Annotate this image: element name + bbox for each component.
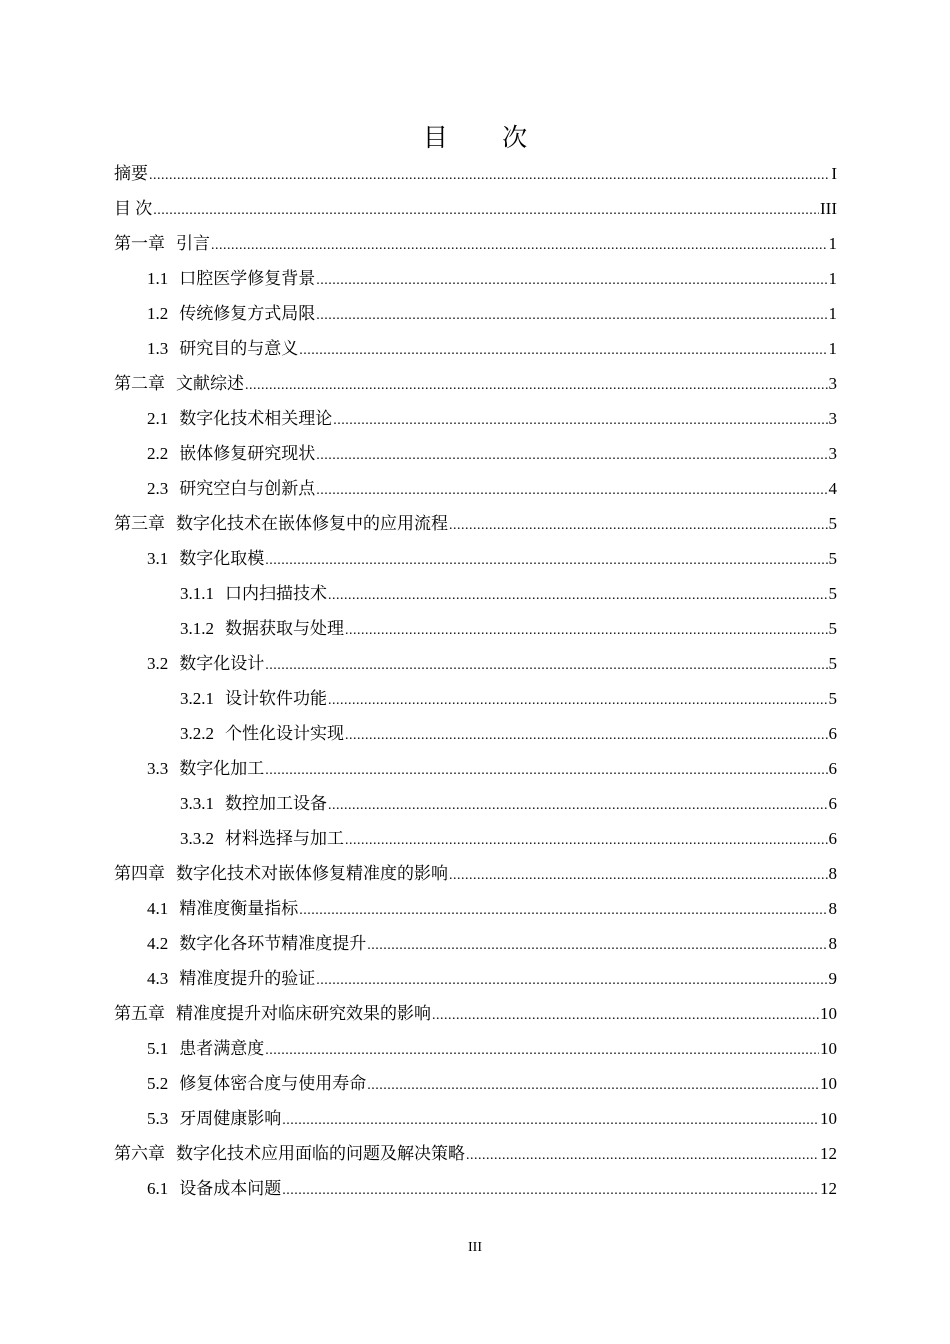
toc-entry-label: 患者满意度 (179, 1039, 265, 1058)
toc-entry-label: 数字化技术对嵌体修复精准度的影响 (176, 864, 448, 883)
table-of-contents (114, 156, 837, 1206)
toc-entry[interactable] (114, 646, 837, 681)
toc-title: 目 次 (422, 125, 552, 152)
dot-leader (211, 228, 828, 263)
dot-leader (299, 893, 827, 928)
toc-entry-label: 口腔医学修复背景 (179, 269, 316, 288)
toc-entry-number: 6.1 (147, 1179, 169, 1198)
toc-entry[interactable] (114, 226, 837, 261)
toc-entry-label: 引言 (176, 234, 210, 253)
toc-entry[interactable] (114, 681, 837, 716)
toc-entry[interactable] (114, 401, 837, 436)
toc-entry[interactable] (114, 961, 837, 996)
toc-entry-label: 摘要 (114, 164, 148, 183)
dot-leader (316, 473, 827, 508)
toc-entry-label: 口内扫描技术 (225, 584, 327, 603)
toc-entry-number: 1.1 (147, 269, 169, 288)
toc-entry[interactable] (114, 261, 837, 296)
toc-entry[interactable] (114, 1101, 837, 1136)
dot-leader (265, 753, 827, 788)
toc-entry[interactable] (114, 156, 837, 191)
toc-entry-page: 8 (828, 899, 837, 918)
toc-entry[interactable] (114, 611, 837, 646)
toc-entry[interactable] (114, 821, 837, 856)
dot-leader (316, 438, 827, 473)
dot-leader (245, 368, 828, 403)
dot-leader (316, 298, 827, 333)
toc-entry[interactable] (114, 1031, 837, 1066)
toc-entry-number: 3.2.1 (180, 689, 214, 708)
toc-entry-number: 4.2 (147, 934, 169, 953)
toc-entry-number: 5.2 (147, 1074, 169, 1093)
dot-leader (153, 193, 819, 228)
toc-entry-label: 数字化技术相关理论 (179, 409, 333, 428)
toc-entry-number: 2.3 (147, 479, 169, 498)
toc-entry[interactable] (114, 856, 837, 891)
toc-entry-page: 12 (820, 1144, 837, 1163)
toc-entry[interactable] (114, 331, 837, 366)
toc-entry-page: 10 (820, 1109, 837, 1128)
toc-entry-label: 设备成本问题 (179, 1179, 282, 1198)
dot-leader (367, 928, 827, 963)
dot-leader (345, 823, 828, 858)
toc-entry-number: 5.3 (147, 1109, 169, 1128)
toc-entry-page: 5 (828, 584, 837, 603)
toc-entry-page: 6 (828, 794, 837, 813)
toc-entry-label: 精准度提升对临床研究效果的影响 (176, 1004, 431, 1023)
dot-leader (333, 403, 827, 438)
toc-entry-label: 个性化设计实现 (225, 724, 344, 743)
toc-entry-number: 3.3.1 (180, 794, 214, 813)
toc-entry-label: 数字化加工 (179, 759, 265, 778)
toc-entry[interactable] (114, 1171, 837, 1206)
toc-entry[interactable] (114, 1066, 837, 1101)
toc-entry-label: 数据获取与处理 (225, 619, 344, 638)
dot-leader (282, 1103, 819, 1138)
toc-entry-number: 2.2 (147, 444, 169, 463)
dot-leader (449, 508, 828, 543)
dot-leader (149, 158, 830, 193)
dot-leader (265, 648, 827, 683)
toc-entry-number: 第六章 (114, 1144, 165, 1163)
dot-leader (328, 578, 828, 613)
toc-entry[interactable] (114, 751, 837, 786)
toc-entry-label: 数字化技术在嵌体修复中的应用流程 (176, 514, 448, 533)
dot-leader (265, 1033, 819, 1068)
toc-entry[interactable] (114, 296, 837, 331)
dot-leader (316, 963, 827, 998)
toc-entry[interactable] (114, 506, 837, 541)
toc-entry-page: 1 (828, 304, 837, 323)
toc-entry-page: 8 (828, 934, 837, 953)
toc-entry-page: 3 (828, 444, 837, 463)
toc-entry-page: 1 (828, 339, 837, 358)
toc-entry-label: 数字化设计 (179, 654, 265, 673)
toc-entry[interactable] (114, 1136, 837, 1171)
toc-entry-label: 目 次 (114, 199, 153, 218)
dot-leader (345, 613, 828, 648)
toc-entry-number: 3.3.2 (180, 829, 214, 848)
toc-entry-page: 4 (828, 479, 837, 498)
page-number: III (468, 1240, 482, 1255)
toc-entry[interactable] (114, 716, 837, 751)
toc-entry[interactable] (114, 436, 837, 471)
toc-entry-label: 牙周健康影响 (179, 1109, 282, 1128)
toc-entry-number: 3.1.1 (180, 584, 214, 603)
toc-entry-page: 10 (820, 1004, 837, 1023)
toc-entry-number: 4.1 (147, 899, 169, 918)
toc-entry-label: 文献综述 (176, 374, 244, 393)
toc-entry-page: I (831, 164, 837, 183)
dot-leader (282, 1173, 819, 1208)
toc-entry[interactable] (114, 576, 837, 611)
toc-entry-number: 第三章 (114, 514, 165, 533)
toc-entry-label: 研究空白与创新点 (179, 479, 316, 498)
toc-entry-label: 数字化取模 (179, 549, 265, 568)
toc-entry-label: 修复体密合度与使用寿命 (179, 1074, 367, 1093)
dot-leader (432, 998, 819, 1033)
toc-entry-page: 5 (828, 514, 837, 533)
dot-leader (345, 718, 828, 753)
dot-leader (328, 788, 828, 823)
dot-leader (265, 543, 827, 578)
toc-entry[interactable] (114, 926, 837, 961)
toc-entry-label: 数字化各环节精准度提升 (179, 934, 367, 953)
toc-entry-number: 第二章 (114, 374, 165, 393)
dot-leader (449, 858, 828, 893)
toc-entry-page: 5 (828, 654, 837, 673)
toc-entry-page: 5 (828, 689, 837, 708)
toc-entry-number: 1.3 (147, 339, 169, 358)
toc-entry-number: 3.2 (147, 654, 169, 673)
toc-entry-number: 2.1 (147, 409, 169, 428)
toc-entry-label: 数控加工设备 (225, 794, 327, 813)
toc-entry-number: 4.3 (147, 969, 169, 988)
toc-entry[interactable] (114, 471, 837, 506)
toc-entry-label: 嵌体修复研究现状 (179, 444, 316, 463)
toc-entry-page: 5 (828, 549, 837, 568)
toc-entry[interactable] (114, 786, 837, 821)
toc-entry-page: 12 (820, 1179, 837, 1198)
toc-entry[interactable] (114, 996, 837, 1031)
toc-entry-page: 1 (828, 269, 837, 288)
toc-entry-number: 3.2.2 (180, 724, 214, 743)
toc-entry-number: 5.1 (147, 1039, 169, 1058)
toc-entry-page: 3 (828, 374, 837, 393)
toc-entry-label: 材料选择与加工 (225, 829, 344, 848)
toc-entry-page: 5 (828, 619, 837, 638)
toc-entry-page: 6 (828, 829, 837, 848)
toc-entry-page: III (820, 199, 837, 218)
toc-entry[interactable] (114, 366, 837, 401)
toc-entry-page: 6 (828, 759, 837, 778)
toc-entry-page: 6 (828, 724, 837, 743)
toc-entry-label: 数字化技术应用面临的问题及解决策略 (176, 1144, 465, 1163)
toc-entry-label: 精准度提升的验证 (179, 969, 316, 988)
toc-entry-label: 研究目的与意义 (179, 339, 299, 358)
toc-entry-number: 3.1.2 (180, 619, 214, 638)
toc-entry-page: 9 (828, 969, 837, 988)
toc-entry-page: 10 (820, 1074, 837, 1093)
dot-leader (466, 1138, 819, 1173)
toc-entry-page: 3 (828, 409, 837, 428)
toc-entry-page: 1 (828, 234, 837, 253)
toc-entry-label: 设计软件功能 (225, 689, 327, 708)
dot-leader (316, 263, 827, 298)
toc-entry-number: 3.3 (147, 759, 169, 778)
toc-entry[interactable] (114, 891, 837, 926)
toc-entry[interactable] (114, 541, 837, 576)
toc-entry-page: 8 (828, 864, 837, 883)
toc-entry-page: 10 (820, 1039, 837, 1058)
dot-leader (328, 683, 828, 718)
toc-entry-number: 第四章 (114, 864, 165, 883)
toc-entry-number: 3.1 (147, 549, 169, 568)
dot-leader (299, 333, 827, 368)
toc-entry-label: 传统修复方式局限 (179, 304, 316, 323)
toc-entry-label: 精准度衡量指标 (179, 899, 299, 918)
toc-entry-number: 1.2 (147, 304, 169, 323)
dot-leader (367, 1068, 819, 1103)
toc-entry[interactable] (114, 191, 837, 226)
toc-entry-number: 第一章 (114, 234, 165, 253)
toc-entry-number: 第五章 (114, 1004, 165, 1023)
